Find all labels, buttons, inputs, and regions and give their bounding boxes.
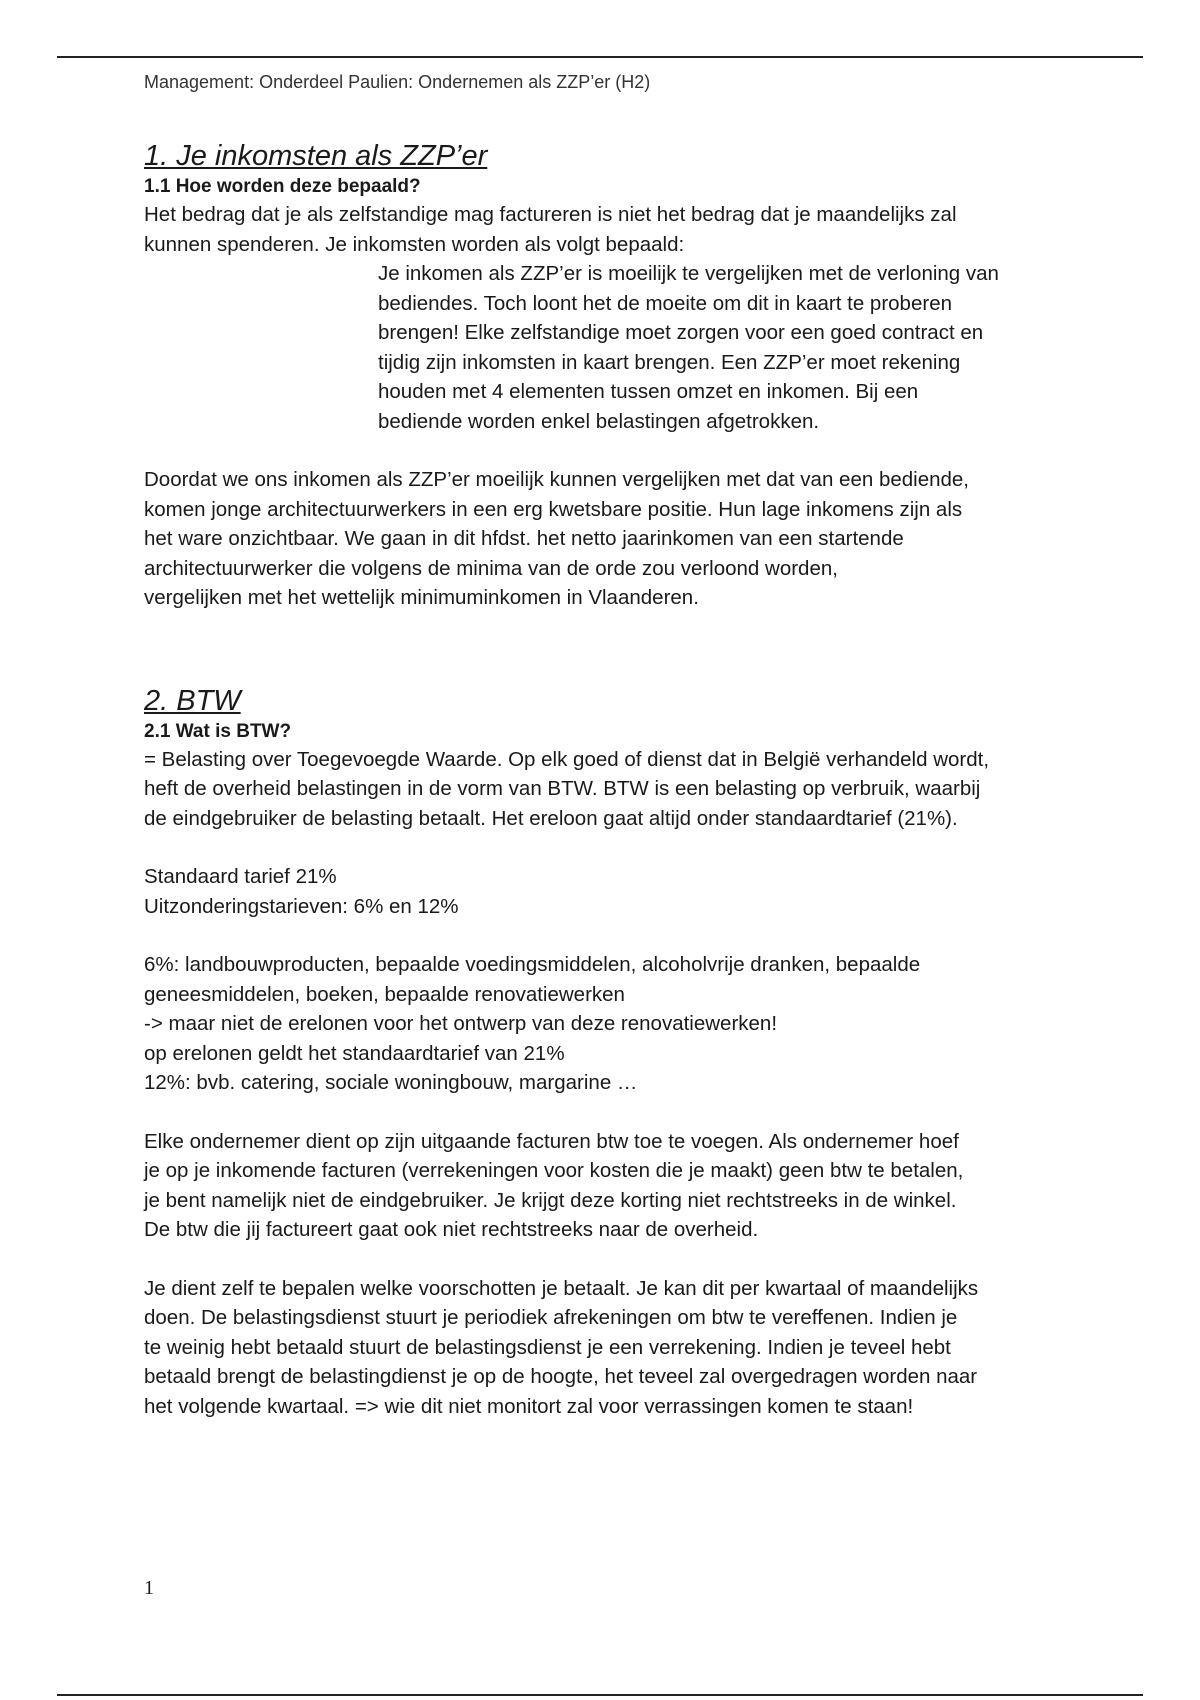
paragraph xyxy=(144,745,1064,834)
page-number: 1 xyxy=(144,1577,154,1599)
section-1-1-subtitle: 1.1 Hoe worden deze bepaald? xyxy=(144,176,421,197)
intro-line: Het bedrag dat je als zelfstandige mag factureren is niet het bedrag dat je maandelijks zal xyxy=(144,203,957,226)
section-1-title: 1. Je inkomsten als ZZP’er xyxy=(144,140,488,172)
top-rule xyxy=(57,56,1143,58)
section-2-title: 2. BTW xyxy=(144,684,241,717)
bottom-rule xyxy=(57,1694,1143,1696)
paragraph-line: je bent namelijk niet de eindgebruiker. Je krijgt deze korting niet rechtstreeks in de winkel. xyxy=(144,1188,957,1212)
indented-line: brengen! Elke zelfstandige moet zorgen voor een goed contract en xyxy=(378,321,984,344)
paragraph xyxy=(144,1274,1064,1422)
paragraph xyxy=(144,465,1064,613)
document-page xyxy=(144,70,1064,1421)
paragraph-line: Je dient zelf te bepalen welke voorschotten je betaalt. Je kan dit per kwartaal of maandelijks xyxy=(144,1276,979,1300)
detail-line: op erelonen geldt het standaardtarief van 21% xyxy=(144,1041,565,1065)
rate-line: Uitzonderingstarieven: 6% en 12% xyxy=(144,894,459,918)
paragraph-line: te weinig hebt betaald stuurt de belastingsdienst je een verrekening. Indien je teveel hebt xyxy=(144,1335,951,1359)
paragraph-line: architectuurwerker die volgens de minima van de orde zou verloond worden, xyxy=(144,556,838,580)
indented-line: bediendes. Toch loont het de moeite om dit in kaart te proberen xyxy=(378,291,952,315)
section-2-1-subtitle: 2.1 Wat is BTW? xyxy=(144,720,292,742)
indented-block xyxy=(144,259,1064,436)
indented-line: Je inkomen als ZZP’er is moeilijk te vergelijken met de verloning van xyxy=(378,262,999,285)
paragraph-line: betaald brengt de belastingdienst je op de hoogte, het teveel zal overgedragen worden naar xyxy=(144,1365,978,1388)
indented-line: houden met 4 elementen tussen omzet en inkomen. Bij een xyxy=(378,380,919,403)
paragraph-line: De btw die jij factureert gaat ook niet rechtstreeks naar de overheid. xyxy=(144,1218,759,1241)
paragraph-line: = Belasting over Toegevoegde Waarde. Op elk goed of dienst dat in België verhandeld wordt, xyxy=(144,747,990,771)
indented-line: bediende worden enkel belastingen afgetrokken. xyxy=(378,409,820,433)
paragraph-line: Elke ondernemer dient op zijn uitgaande facturen btw toe te voegen. Als ondernemer hoef xyxy=(144,1129,959,1153)
detail-line: -> maar niet de erelonen voor het ontwerp van deze renovatiewerken! xyxy=(144,1012,778,1035)
detail-line: geneesmiddelen, boeken, bepaalde renovatiewerken xyxy=(144,982,625,1006)
rates-block xyxy=(144,862,1064,921)
paragraph-line: doen. De belastingsdienst stuurt je periodiek afrekeningen om btw te vereffenen. Indien je xyxy=(144,1306,958,1329)
paragraph-line: je op je inkomende facturen (verrekeningen voor kosten die je maakt) geen btw te betalen, xyxy=(144,1159,964,1182)
paragraph-line: heft de overheid belastingen in de vorm van BTW. BTW is een belasting op verbruik, waarbij xyxy=(144,777,981,800)
paragraph-line: het ware onzichtbaar. We gaan in dit hfdst. het netto jaarinkomen van een startende xyxy=(144,527,904,550)
rate-details-block xyxy=(144,950,1064,1098)
paragraph-line: komen jonge architectuurwerkers in een erg kwetsbare positie. Hun lage inkomens zijn als xyxy=(144,497,963,521)
paragraph-line: het volgende kwartaal. => wie dit niet monitort zal voor verrassingen komen te staan! xyxy=(144,1394,914,1418)
paragraph xyxy=(144,1127,1064,1245)
page-header: Management: Onderdeel Paulien: Ondernemen als ZZP’er (H2) xyxy=(144,72,651,92)
paragraph-line: vergelijken met het wettelijk minimuminkomen in Vlaanderen. xyxy=(144,586,699,609)
paragraph-line: de eindgebruiker de belasting betaalt. Het ereloon gaat altijd onder standaardtarief (21%). xyxy=(144,806,958,830)
paragraph-line: Doordat we ons inkomen als ZZP’er moeilijk kunnen vergelijken met dat van een bediende, xyxy=(144,468,970,491)
detail-line: 12%: bvb. catering, sociale woningbouw, margarine … xyxy=(144,1071,638,1094)
rate-line: Standaard tarief 21% xyxy=(144,865,337,888)
indented-line: tijdig zijn inkomsten in kaart brengen. Een ZZP’er moet rekening xyxy=(378,350,961,374)
intro-line: kunnen spenderen. Je inkomsten worden als volgt bepaald: xyxy=(144,232,685,256)
detail-line: 6%: landbouwproducten, bepaalde voedingsmiddelen, alcoholvrije dranken, bepaalde xyxy=(144,953,921,976)
